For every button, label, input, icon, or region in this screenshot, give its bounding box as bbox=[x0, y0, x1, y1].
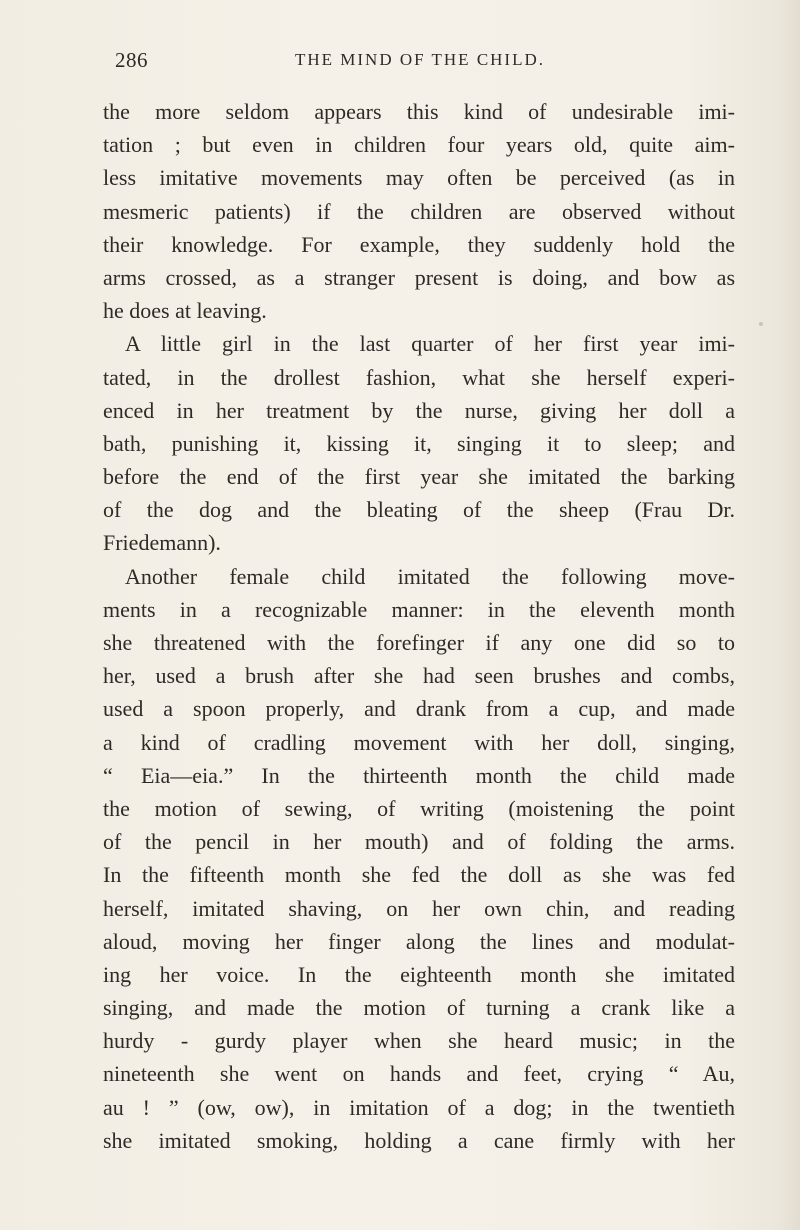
text-line: Friedemann). bbox=[103, 530, 221, 556]
paragraph-start-line: A little girl in the last quarter of her first year imi- bbox=[125, 331, 735, 357]
text-line: the more seldom appears this kind of undesirable imi- bbox=[103, 99, 735, 124]
text-line: mesmeric patients) if the children are observed without bbox=[103, 198, 735, 224]
text-line: herself, imitated shaving, on her own chin, and reading bbox=[103, 895, 735, 921]
text-line: their knowledge. For example, they suddenly hold the bbox=[103, 231, 735, 257]
text-line: less imitative movements may often be perceived (as in bbox=[103, 165, 735, 191]
text-line: ing her voice. In the eighteenth month she imitated bbox=[103, 961, 735, 987]
text-line: before the end of the first year she imitated the barking bbox=[103, 464, 735, 490]
text-line: In the fifteenth month she fed the doll as she was fed bbox=[103, 862, 735, 888]
paragraph-start-line: Another female child imitated the following move- bbox=[125, 563, 735, 589]
text-line: tated, in the drollest fashion, what she herself experi- bbox=[103, 364, 735, 390]
text-line: used a spoon properly, and drank from a cup, and made bbox=[103, 696, 735, 722]
text-line: hurdy - gurdy player when she heard music; in the bbox=[103, 1028, 735, 1054]
text-line: au ! ” (ow, ow), in imitation of a dog; in the twentieth bbox=[103, 1094, 735, 1120]
text-line: a kind of cradling movement with her doll, singing, bbox=[103, 729, 735, 755]
text-line: tation ; but even in children four years old, quite aim- bbox=[103, 132, 735, 158]
margin-speck bbox=[759, 322, 763, 326]
text-line: of the dog and the bleating of the sheep (Frau Dr. bbox=[103, 497, 735, 523]
text-line: ments in a recognizable manner: in the eleventh month bbox=[103, 596, 735, 622]
text-line: bath, punishing it, kissing it, singing it to sleep; and bbox=[103, 430, 735, 456]
text-line: aloud, moving her finger along the lines and modulat- bbox=[103, 928, 735, 954]
text-line: of the pencil in her mouth) and of folding the arms. bbox=[103, 829, 735, 855]
text-line: she threatened with the forefinger if any one did so to bbox=[103, 630, 735, 655]
page-header bbox=[115, 48, 725, 78]
text-line: her, used a brush after she had seen brushes and combs, bbox=[103, 663, 735, 689]
text-line: singing, and made the motion of turning a crank like a bbox=[103, 995, 735, 1021]
text-line: she imitated smoking, holding a cane firmly with her bbox=[103, 1127, 735, 1153]
text-line: arms crossed, as a stranger present is doing, and bow as bbox=[103, 264, 735, 290]
page-number: 286 bbox=[115, 48, 148, 72]
text-line: “ Eia—eia.” In the thirteenth month the child made bbox=[103, 762, 735, 788]
running-head: THE MIND OF THE CHILD. bbox=[294, 50, 546, 69]
text-line: the motion of sewing, of writing (moistening the point bbox=[103, 795, 735, 821]
text-line: nineteenth she went on hands and feet, crying “ Au, bbox=[103, 1061, 735, 1087]
body-text bbox=[103, 95, 735, 1157]
text-line: he does at leaving. bbox=[103, 298, 267, 324]
text-line: enced in her treatment by the nurse, giving her doll a bbox=[103, 397, 735, 423]
